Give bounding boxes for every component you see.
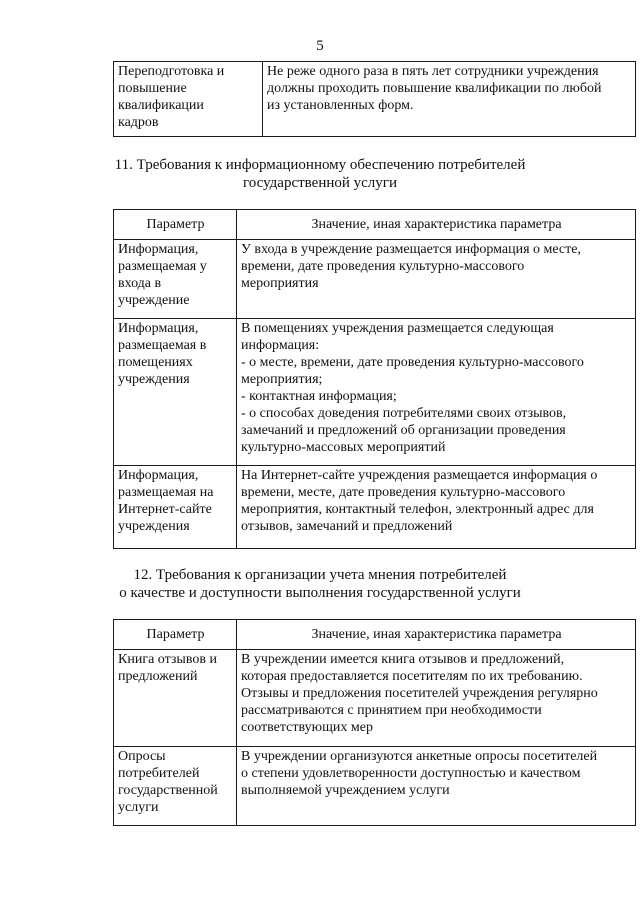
value-cell: Не реже одного раза в пять лет сотрудники учреждения должны проходить повышение квалификации по любой из установленных форм.	[263, 62, 636, 137]
param-cell: Книга отзывов и предложений	[114, 650, 237, 747]
value-cell: В учреждении имеется книга отзывов и предложений, которая предоставляется посетителям по их требованию. Отзывы и предложения посетителей учреждения регулярно рассматриваются с принятием при необходимости соответствующих мер	[237, 650, 636, 747]
section-12-title-line2: о качестве и доступности выполнения государственной услуги	[119, 585, 521, 601]
feedback-table	[113, 619, 636, 826]
param-cell: Информация, размещаемая у входа в учреждение	[114, 240, 237, 319]
section-12-heading	[0, 566, 640, 602]
value-cell: В помещениях учреждения размещается следующая информация: - о месте, времени, дате проведения культурно-массового мероприятия; - контактная информация; - о способах доведения потребителями своих отзывов, замечаний и предложений об организации проведения культурно-массовых мероприятий	[237, 319, 636, 466]
section-11-title-line1: 11. Требования к информационному обеспечению потребителей	[114, 157, 526, 173]
header-param: Параметр	[114, 210, 237, 240]
header-value: Значение, иная характеристика параметра	[237, 620, 636, 650]
value-cell: На Интернет-сайте учреждения размещается информация о времени, месте, дате проведения культурно-массового мероприятия, контактный телефон, электронный адрес для отзывов, замечаний и предложений	[237, 466, 636, 549]
param-cell: Информация, размещаемая на Интернет-сайте учреждения	[114, 466, 237, 549]
table-row	[114, 240, 636, 319]
param-cell: Переподготовка и повышение квалификации кадров	[114, 62, 263, 137]
param-cell: Опросы потребителей государственной услуги	[114, 747, 237, 826]
table-header-row	[114, 620, 636, 650]
qualification-table	[113, 61, 636, 137]
param-cell: Информация, размещаемая в помещениях учреждения	[114, 319, 237, 466]
page-number: 5	[316, 38, 324, 54]
table-header-row	[114, 210, 636, 240]
value-cell: В учреждении организуются анкетные опросы посетителей о степени удовлетворенности доступностью и качеством выполняемой учреждением услуги	[237, 747, 636, 826]
section-11-title-line2: государственной услуги	[243, 175, 397, 191]
table-row	[114, 650, 636, 747]
header-param: Параметр	[114, 620, 237, 650]
value-cell: У входа в учреждение размещается информация о месте, времени, дате проведения культурно-массового мероприятия	[237, 240, 636, 319]
section-11-heading	[0, 156, 640, 192]
header-value: Значение, иная характеристика параметра	[237, 210, 636, 240]
info-provision-table	[113, 209, 636, 549]
section-12-title-line1: 12. Требования к организации учета мнения потребителей	[133, 567, 507, 583]
table-row	[114, 62, 636, 137]
table-row	[114, 319, 636, 466]
table-row	[114, 466, 636, 549]
table-row	[114, 747, 636, 826]
